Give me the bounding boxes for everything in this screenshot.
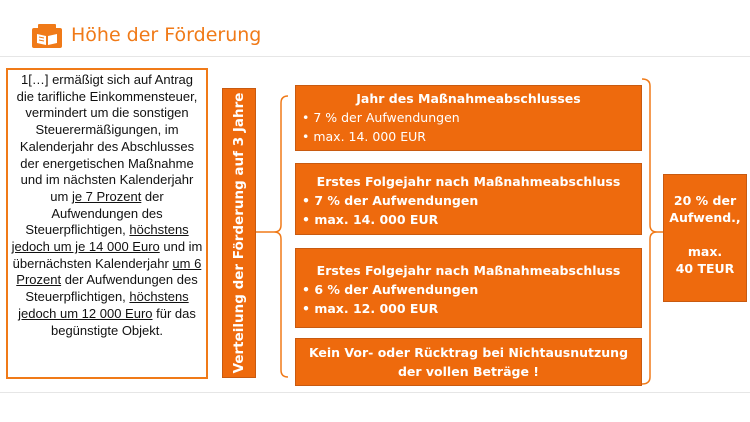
law-text-part: der Aufwendungen des Steuerpflichtigen, (25, 188, 164, 238)
law-text-part: und im übernächsten Kalenderjahr (12, 239, 203, 271)
year-1-rate: • 7 % der Aufwendungen (302, 110, 460, 125)
year-3-max: • max. 12. 000 EUR (302, 301, 439, 316)
law-text-underlined: um 6 Prozent (16, 255, 202, 288)
distribution-label: Verteilung der Förderung auf 3 Jahre (231, 92, 247, 374)
summary-line-2: Aufwend., (669, 210, 741, 225)
year-3-box (295, 248, 642, 328)
year-2-max: • max. 14. 000 EUR (302, 212, 439, 227)
year-3-rate: • 6 % der Aufwendungen (302, 282, 479, 297)
footer-divider (0, 392, 750, 393)
carryover-note-line-2: der vollen Beträge ! (397, 364, 540, 379)
year-2-title: Erstes Folgejahr nach Maßnahmeabschluss (316, 174, 621, 189)
year-2-rate: • 7 % der Aufwendungen (302, 193, 479, 208)
summary-line-3: max. (687, 244, 723, 259)
carryover-note-line-1: Kein Vor- oder Rücktrag bei Nichtausnutzung (308, 345, 629, 360)
law-text-underlined: höchstens jedoch um 12 000 Euro (18, 289, 189, 321)
summary-line-4: 40 TEUR (675, 261, 735, 276)
year-2-box (295, 163, 642, 235)
page-title: Höhe der Förderung (71, 24, 262, 46)
year-1-box (295, 85, 642, 151)
summary-line-1: 20 % der (673, 193, 737, 208)
law-text-part: der Aufwendungen des Steuerpflichtigen, (25, 272, 198, 305)
law-text-part: 1[…] ermäßigt sich auf Antrag die tarifliche Einkommensteuer, vermindert um die sonstigen Steuerermäßigungen, im Kalenderjahr des Abschlusses der energetischen Maßnahme und im nächsten Kalenderjahr um (16, 72, 198, 204)
carryover-note-box (295, 338, 642, 386)
summary-box (663, 174, 747, 302)
summary-spacer (664, 226, 746, 243)
law-text-part: für das begünstigte Objekt. (50, 305, 196, 338)
left-brace (274, 96, 288, 377)
right-brace (642, 79, 657, 384)
year-1-title: Jahr des Maßnahmeabschlusses (356, 91, 581, 106)
law-text-underlined: höchstens jedoch um je 14 000 Euro (11, 222, 189, 255)
year-3-title: Erstes Folgejahr nach Maßnahmeabschluss (316, 263, 621, 278)
law-text-underlined: je 7 Prozent (71, 188, 142, 204)
year-1-max: • max. 14. 000 EUR (302, 129, 426, 144)
